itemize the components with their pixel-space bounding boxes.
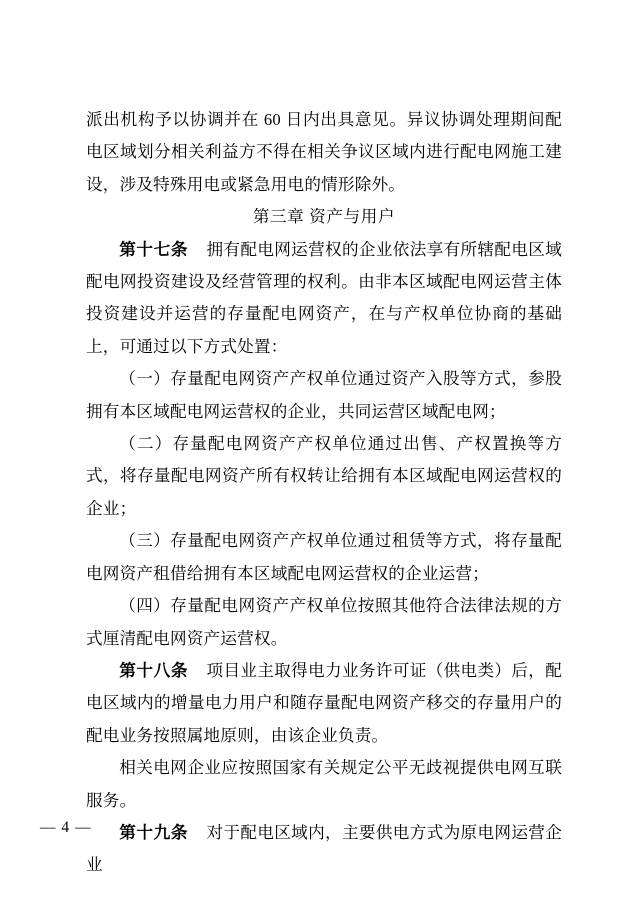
- paragraph-article-17: [86, 234, 562, 364]
- article-label-18: 第十八条: [119, 660, 189, 680]
- paragraph-item-1: （一）存量配电网资产产权单位通过资产入股等方式，参股拥有本区域配电网运营权的企业，共同运营区域配电网；: [86, 369, 562, 421]
- paragraph-article-18: [86, 655, 562, 752]
- article-label-19: 第十九条: [119, 822, 189, 842]
- paragraph-item-2: （二）存量配电网资产产权单位通过出售、产权置换等方式，将存量配电网资产所有权转让给拥有本区域配电网运营权的企业；: [86, 434, 562, 518]
- article-label-17: 第十七条: [119, 239, 189, 259]
- paragraph-continuation: 派出机构予以协调并在 60 日内出具意见。异议协调处理期间配电区域划分相关利益方不得在相关争议区域内进行配电网施工建设，涉及特殊用电或紧急用电的情形除外。: [86, 110, 562, 194]
- paragraph-item-4: （四）存量配电网资产产权单位按照其他符合法律法规的方式厘清配电网资产运营权。: [86, 596, 562, 648]
- document-body: [86, 104, 562, 882]
- paragraph-article-19: [86, 817, 562, 882]
- article-text-18: 项目业主取得电力业务许可证（供电类）后，配电区域内的增量电力用户和随存量配电网资产移交的存量用户的配电业务按照属地原则，由该企业负责。: [86, 660, 562, 745]
- paragraph-item-3: （三）存量配电网资产产权单位通过租赁等方式，将存量配电网资产租借给拥有本区域配电网运营权的企业运营；: [86, 531, 562, 583]
- article-text-17: 拥有配电网运营权的企业依法享有所辖配电区域配电网投资建设及经营管理的权利。由非本区域配电网运营主体投资建设并运营的存量配电网资产，在与产权单位协商的基础上，可通过以下方式处置：: [86, 239, 562, 356]
- article-text-19: 对于配电区域内，主要供电方式为原电网运营企业: [86, 822, 562, 875]
- paragraph-article-18-extra: 相关电网企业应按照国家有关规定公平无歧视提供电网互联服务。: [86, 758, 562, 810]
- page-number: — 4 —: [40, 819, 92, 836]
- section-heading: 第三章 资产与用户: [252, 207, 396, 227]
